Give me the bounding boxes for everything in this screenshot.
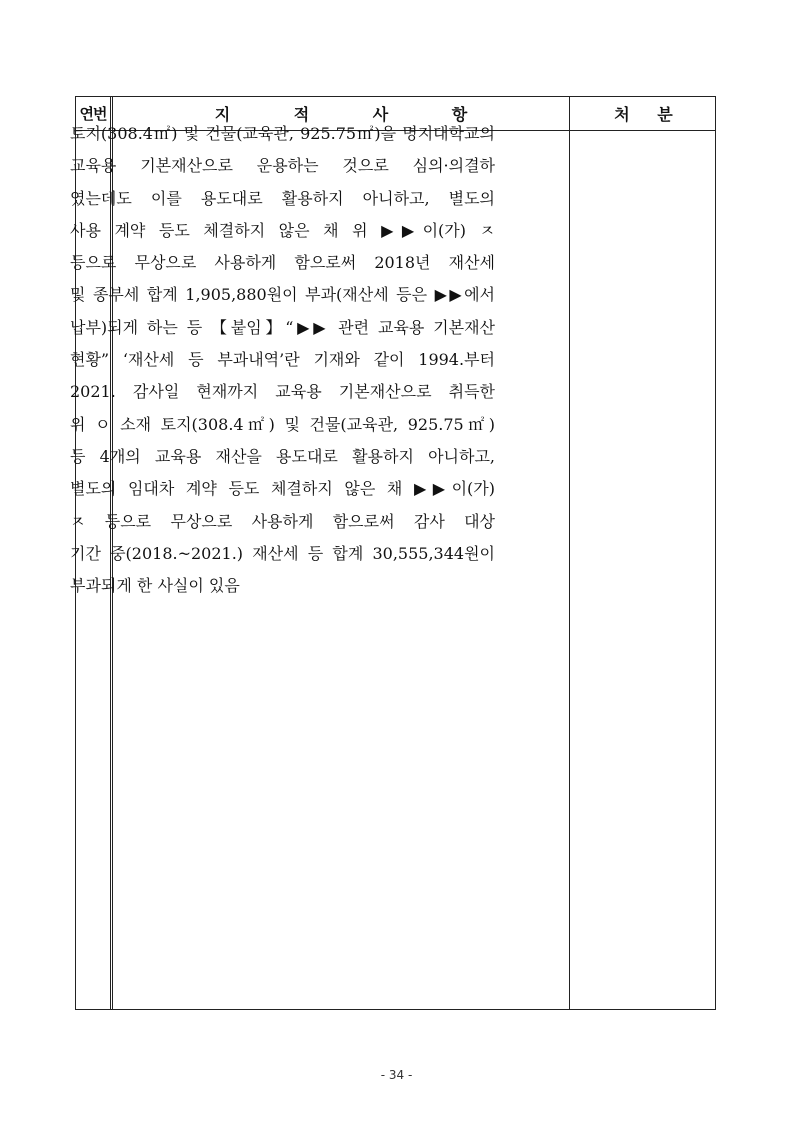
findings-line: 부과되게 한 사실이 있음 <box>70 576 240 596</box>
findings-line: 기간 중(2018.~2021.) 재산세 등 합계 30,555,344원이 <box>70 543 495 563</box>
findings-line: 등으로 무상으로 사용하게 함으로써 2018년 재산세 <box>70 253 495 273</box>
header-serial-number: 연번 <box>79 105 107 123</box>
findings-line: 교육용 기본재산으로 운용하는 것으로 심의·의결하 <box>70 156 495 176</box>
header-action: 처 분 <box>614 105 673 124</box>
findings-line: 별도의 임대차 계약 등도 체결하지 않은 채 ▶▶이(가) <box>70 479 495 499</box>
page-number: - 34 - <box>380 1068 413 1082</box>
findings-line: ㅈ 등으로 무상으로 사용하게 함으로써 감사 대상 <box>70 511 495 531</box>
findings-line: 였는데도 이를 용도대로 활용하지 아니하고, 별도의 <box>70 188 495 208</box>
findings-line: 위 ㅇ 소재 토지(308.4㎡) 및 건물(교육관, 925.75㎡) <box>70 414 495 434</box>
findings-line: 및 종부세 합계 1,905,880원이 부과(재산세 등은 ▶▶에서 <box>70 285 495 305</box>
findings-line: 납부)되게 하는 등 【붙임】“▶▶ 관련 교육용 기본재산 <box>70 317 495 337</box>
findings-body-text <box>70 118 495 602</box>
header-findings: 지 적 사 항 <box>214 105 468 124</box>
findings-line: 토지(308.4㎡) 및 건물(교육관, 925.75㎡)을 명지대학교의 <box>70 124 495 143</box>
findings-line: 2021. 감사일 현재까지 교육용 기본재산으로 취득한 <box>70 382 495 402</box>
column-divider-2 <box>569 97 570 1009</box>
findings-line: 등 4개의 교육용 재산을 용도대로 활용하지 아니하고, <box>70 446 495 466</box>
findings-line: 현황” ‘재산세 등 부과내역’란 기재와 같이 1994.부터 <box>70 350 495 370</box>
findings-line: 사용 계약 등도 체결하지 않은 채 위 ▶▶이(가) ㅈ <box>70 220 495 240</box>
